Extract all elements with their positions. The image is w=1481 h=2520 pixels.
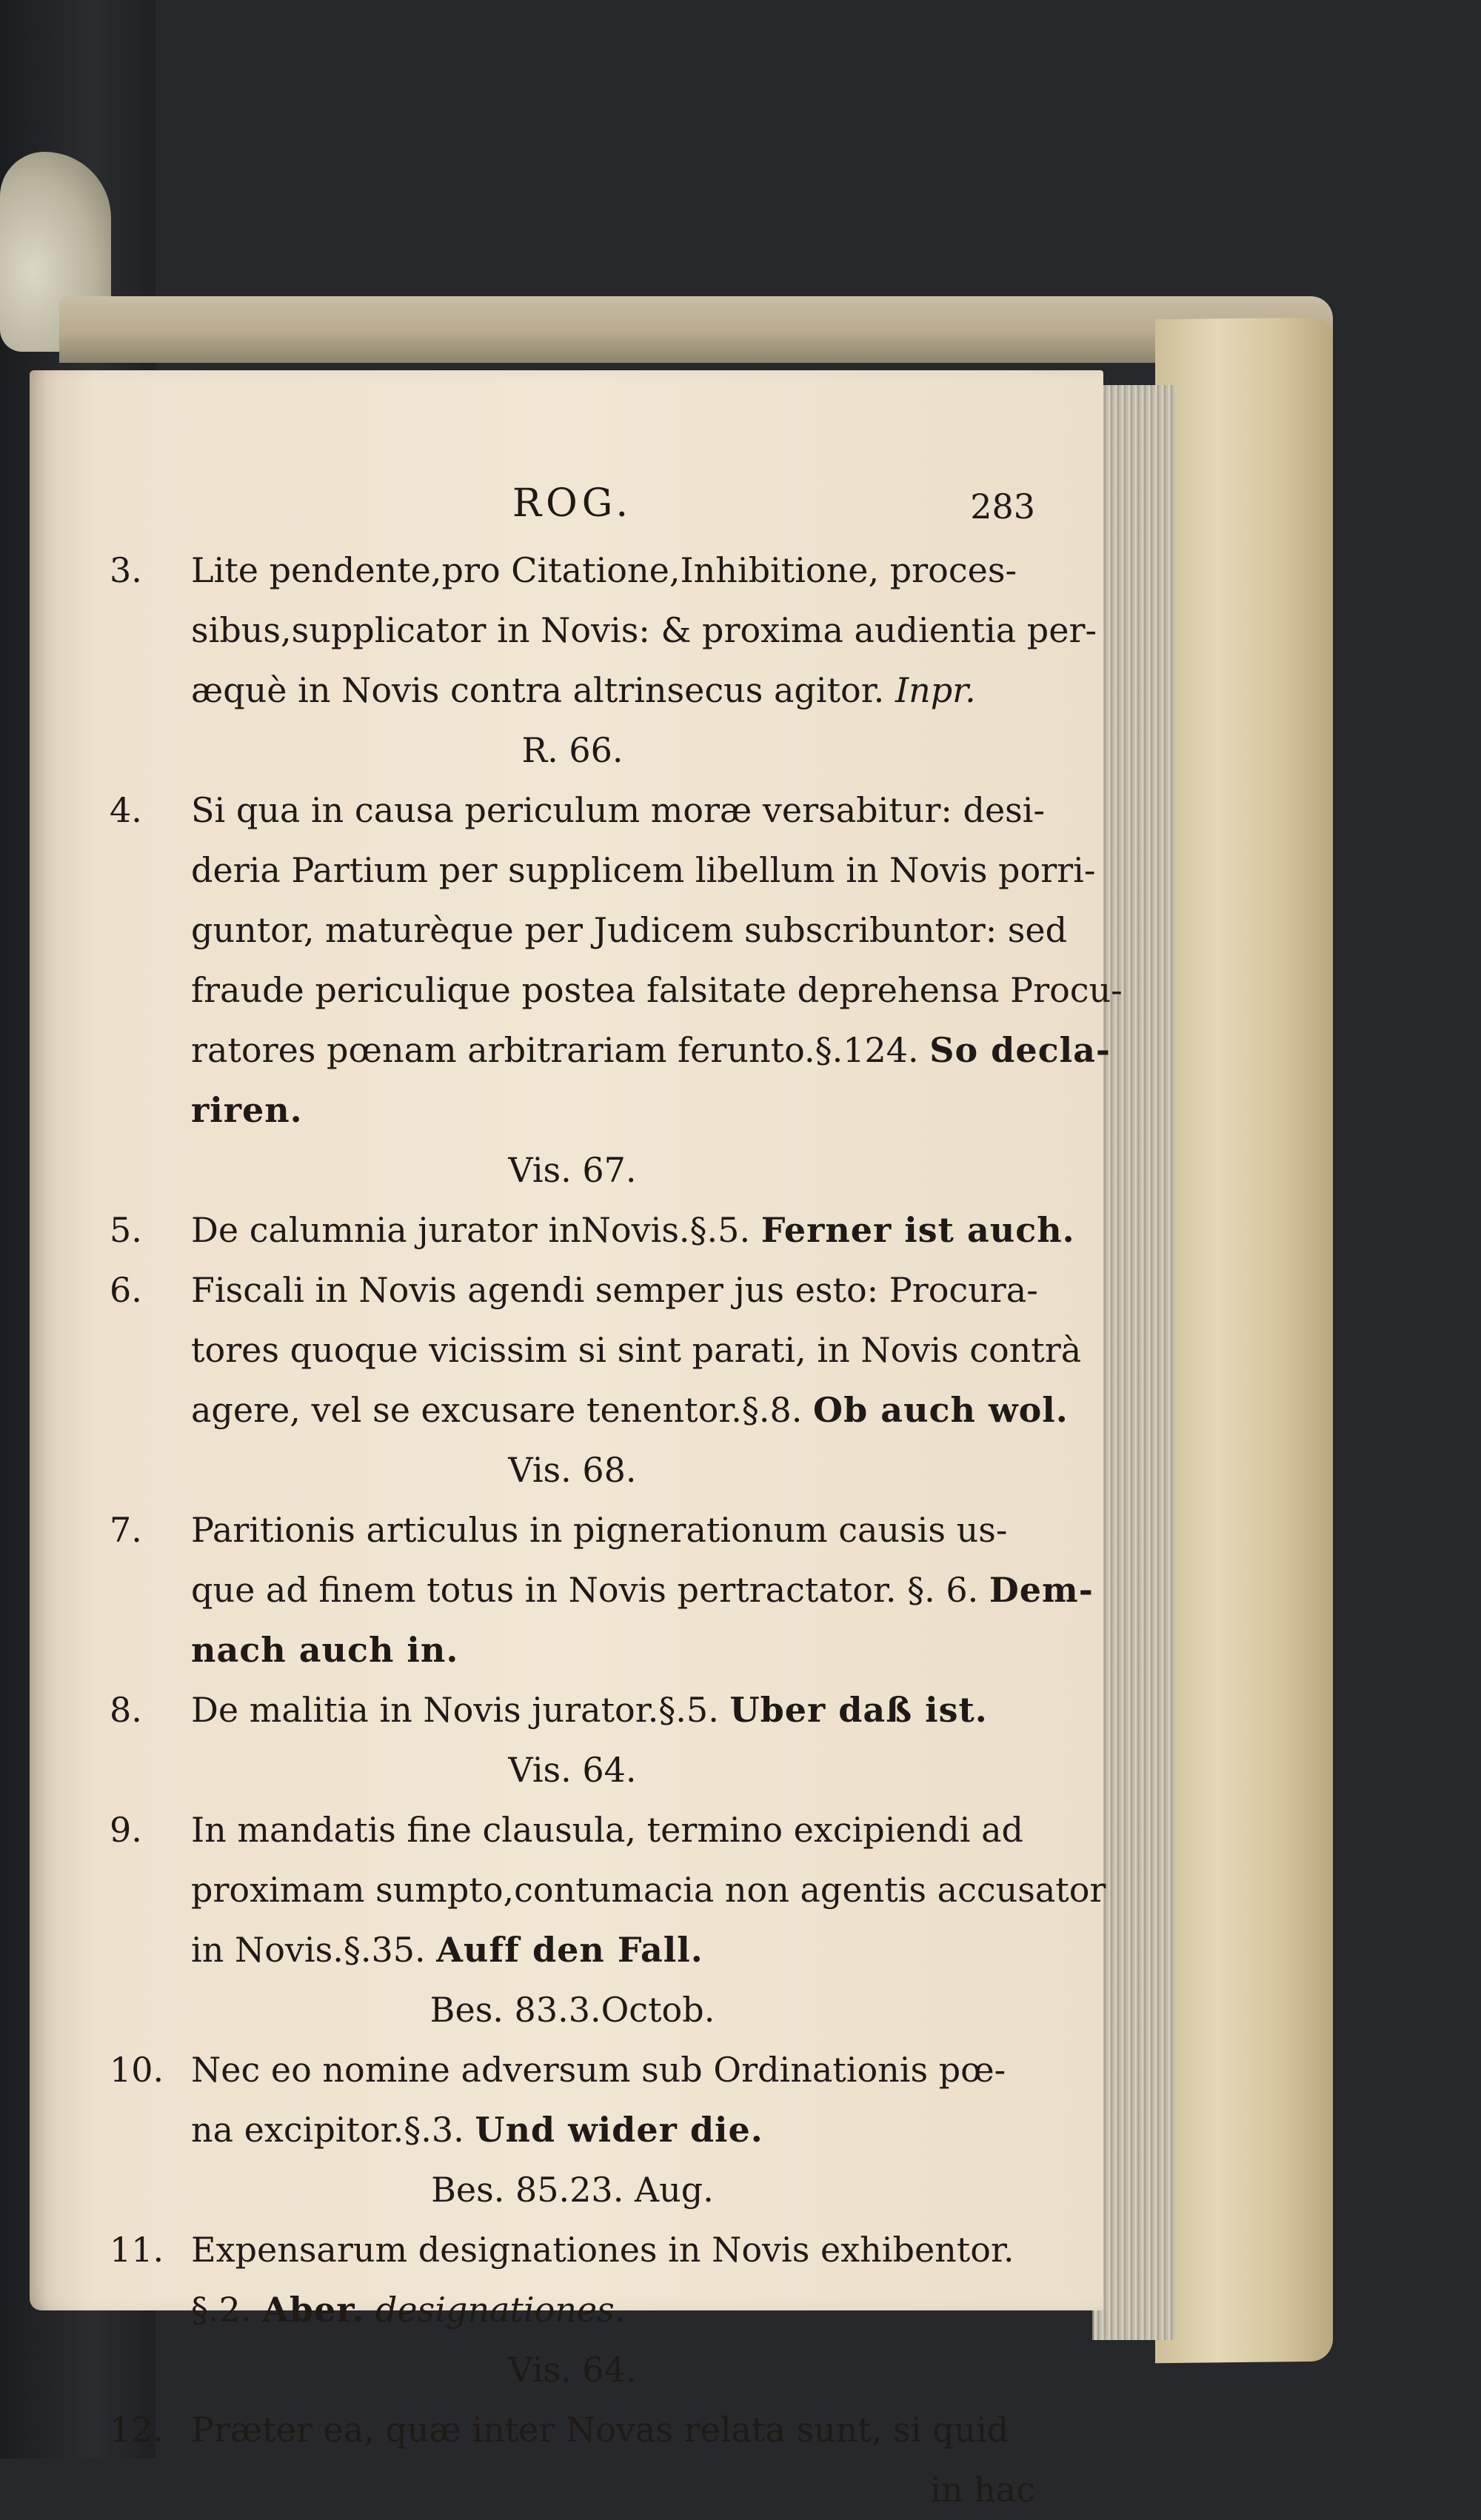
page-text bbox=[110, 467, 1123, 2520]
text-line bbox=[110, 781, 1046, 840]
latin-text: Nec eo nomine adversum sub Ordinationis pœ- bbox=[191, 2050, 1006, 2090]
text-line bbox=[110, 1320, 1082, 1380]
section-reference: Bes. 83.3.Octob. bbox=[429, 1990, 715, 2030]
text-line bbox=[110, 541, 1035, 601]
text-line bbox=[110, 661, 1035, 721]
latin-text: Præter ea, quæ inter Novas relata sunt, si quid bbox=[191, 2410, 1009, 2450]
latin-text: Expensarum designationes in Novis exhibentor. bbox=[191, 2230, 1014, 2270]
latin-text: sibus,supplicator in Novis: & proxima audientia per- bbox=[191, 610, 1097, 650]
latin-text: Lite pendente,pro Citatione,Inhibitione, proces- bbox=[191, 550, 1017, 590]
latin-text: De malitia in Novis jurator.§.5. bbox=[191, 1690, 719, 1730]
text-line bbox=[110, 2040, 1035, 2100]
german-fraktur-text: Aber. bbox=[262, 2290, 365, 2330]
paragraph-number: 9. bbox=[110, 1810, 142, 1850]
text-line bbox=[110, 840, 1096, 900]
text-line bbox=[110, 1620, 1035, 1680]
text-line bbox=[110, 1260, 1038, 1320]
latin-text: fraude periculique postea falsitate deprehensa Procu- bbox=[191, 970, 1123, 1010]
text-line bbox=[110, 2400, 1035, 2460]
text-line bbox=[110, 1920, 1035, 1980]
german-fraktur-text: Ob auch wol. bbox=[813, 1390, 1069, 1430]
german-fraktur-text: Ferner ist auch. bbox=[760, 1210, 1075, 1250]
latin-text: Paritionis articulus in pignerationum causis us- bbox=[191, 1510, 1008, 1550]
vellum-cover bbox=[1155, 318, 1333, 2364]
catchword: in hac bbox=[930, 2470, 1035, 2510]
latin-text: ratores pœnam arbitrariam ferunto.§.124. bbox=[191, 1030, 919, 1070]
latin-text: in Novis.§.35. bbox=[191, 1930, 426, 1970]
text-line bbox=[110, 1680, 1035, 1740]
text-line bbox=[110, 2220, 1035, 2280]
paragraph-number: 11. bbox=[110, 2230, 164, 2270]
paragraph-number: 4. bbox=[110, 790, 142, 830]
text-line bbox=[110, 900, 1068, 960]
german-fraktur-text: Und wider die. bbox=[475, 2110, 763, 2150]
running-head bbox=[110, 467, 1035, 541]
italic-text: designationes. bbox=[375, 2290, 626, 2330]
paragraph-number: 5. bbox=[110, 1210, 142, 1250]
paragraph-number: 7. bbox=[110, 1510, 142, 1550]
text-line bbox=[110, 601, 1097, 661]
book-page bbox=[30, 370, 1123, 2510]
paragraph-number: 12. bbox=[110, 2410, 164, 2450]
text-line bbox=[110, 1860, 1106, 1920]
running-title: ROG. bbox=[512, 481, 632, 526]
book-top-edge bbox=[59, 296, 1333, 363]
latin-text: na excipitor.§.3. bbox=[191, 2110, 464, 2150]
latin-text: §.2. bbox=[191, 2290, 252, 2330]
section-reference: Bes. 85.23. Aug. bbox=[431, 2170, 714, 2210]
latin-text: Si qua in causa periculum moræ versabitur: desi- bbox=[191, 790, 1046, 830]
latin-text: De calumnia jurator inNovis.§.5. bbox=[191, 1210, 751, 1250]
paragraph-number: 8. bbox=[110, 1690, 142, 1730]
latin-text: guntor, maturèque per Judicem subscribuntor: sed bbox=[191, 910, 1068, 950]
text-line bbox=[110, 1080, 1035, 1140]
latin-text: tores quoque vicissim si sint parati, in Novis contrà bbox=[191, 1330, 1082, 1370]
latin-text: agere, vel se excusare tenentor.§.8. bbox=[191, 1390, 803, 1430]
section-reference: Vis. 64. bbox=[508, 1750, 637, 1790]
text-line bbox=[110, 2100, 1035, 2160]
latin-text: æquè in Novis contra altrinsecus agitor. bbox=[191, 670, 885, 710]
latin-text: Fiscali in Novis agendi semper jus esto: Procura- bbox=[191, 1270, 1038, 1310]
section-reference: R. 66. bbox=[521, 730, 624, 770]
text-line bbox=[110, 1020, 1111, 1080]
section-reference: Vis. 68. bbox=[508, 1450, 637, 1490]
latin-text: que ad finem totus in Novis pertractator. §. 6. bbox=[191, 1570, 979, 1610]
page-block-edges bbox=[1092, 385, 1175, 2340]
german-fraktur-text: Uber daß ist. bbox=[729, 1690, 988, 1730]
paragraph-number: 3. bbox=[110, 550, 142, 590]
text-line bbox=[110, 960, 1123, 1020]
german-fraktur-text: nach auch in. bbox=[191, 1630, 459, 1670]
text-line bbox=[110, 1560, 1094, 1620]
german-fraktur-text: riren. bbox=[191, 1090, 303, 1130]
text-lines bbox=[110, 541, 1123, 2520]
page-number: 283 bbox=[970, 487, 1035, 527]
text-line bbox=[110, 1380, 1069, 1440]
italic-text: Inpr. bbox=[895, 670, 976, 710]
latin-text: deria Partium per supplicem libellum in Novis porri- bbox=[191, 850, 1096, 890]
german-fraktur-text: Auff den Fall. bbox=[436, 1930, 703, 1970]
latin-text: proximam sumpto,contumacia non agentis accusator bbox=[191, 1870, 1106, 1910]
german-fraktur-text: Dem- bbox=[989, 1570, 1094, 1610]
latin-text: In mandatis fine clausula, termino excipiendi ad bbox=[191, 1810, 1023, 1850]
section-reference: Vis. 64. bbox=[508, 2350, 637, 2390]
text-line bbox=[110, 2280, 1035, 2340]
text-line bbox=[110, 1500, 1035, 1560]
paragraph-number: 10. bbox=[110, 2050, 164, 2090]
text-line bbox=[110, 1200, 1075, 1260]
section-reference: Vis. 67. bbox=[508, 1150, 637, 1190]
german-fraktur-text: So declа- bbox=[929, 1030, 1111, 1070]
text-line bbox=[110, 1800, 1035, 1860]
paragraph-number: 6. bbox=[110, 1270, 142, 1310]
